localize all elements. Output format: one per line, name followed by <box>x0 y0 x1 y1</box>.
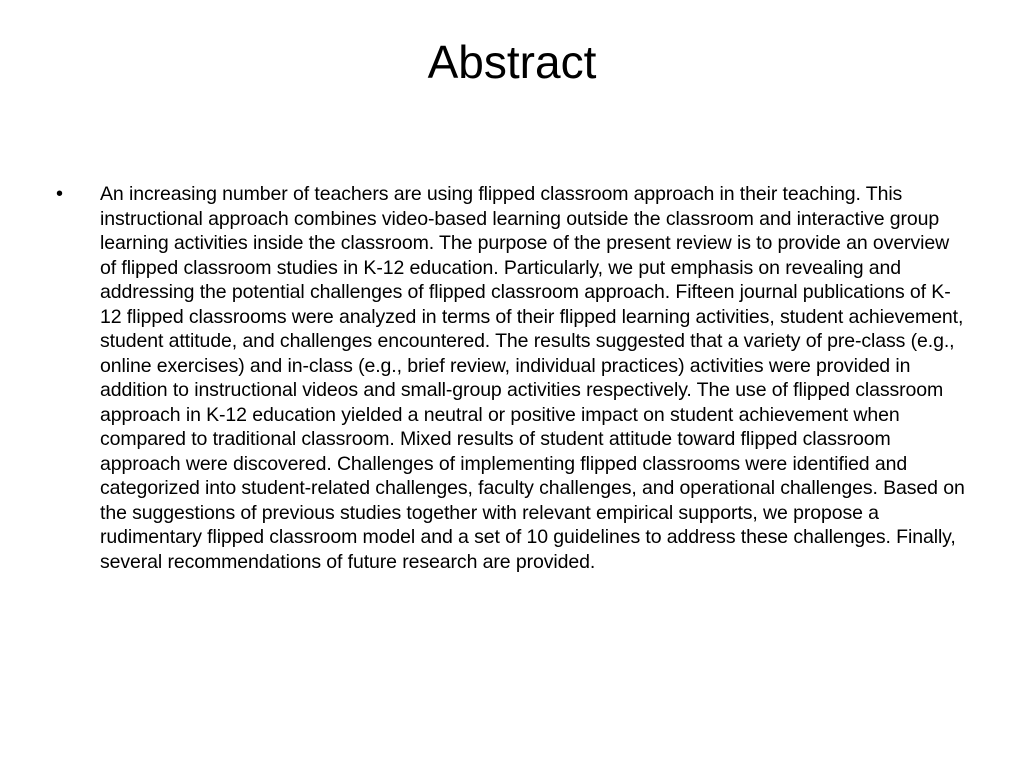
slide-title: Abstract <box>427 36 597 88</box>
bullet-item <box>56 182 966 574</box>
abstract-paragraph: An increasing number of teachers are using flipped classroom approach in their teaching. This instructional approach combines video-based learning outside the classroom and interactive group learning activities inside the classroom. The purpose of the present review is to provide an overview of flipped classroom studies in K-12 education. Particularly, we put emphasis on revealing and addressing the potential challenges of flipped classroom approach. Fifteen journal publications of K-12 flipped classrooms were analyzed in terms of their flipped learning activities, student achievement, student attitude, and challenges encountered. The results suggested that a variety of pre-class (e.g., online exercises) and in-class (e.g., brief review, individual practices) activities were provided in addition to instructional videos and small-group activities respectively. The use of flipped classroom approach in K-12 education yielded a neutral or positive impact on student achievement when compared to traditional classroom. Mixed results of student attitude toward flipped classroom approach were discovered. Challenges of implementing flipped classrooms were identified and categorized into student-related challenges, faculty challenges, and operational challenges. Based on the suggestions of previous studies together with relevant empirical supports, we propose a rudimentary flipped classroom model and a set of 10 guidelines to address these challenges. Finally, several recommendations of future research are provided. <box>100 183 965 573</box>
bullet-marker: • <box>56 183 64 205</box>
slide-body <box>56 182 966 574</box>
